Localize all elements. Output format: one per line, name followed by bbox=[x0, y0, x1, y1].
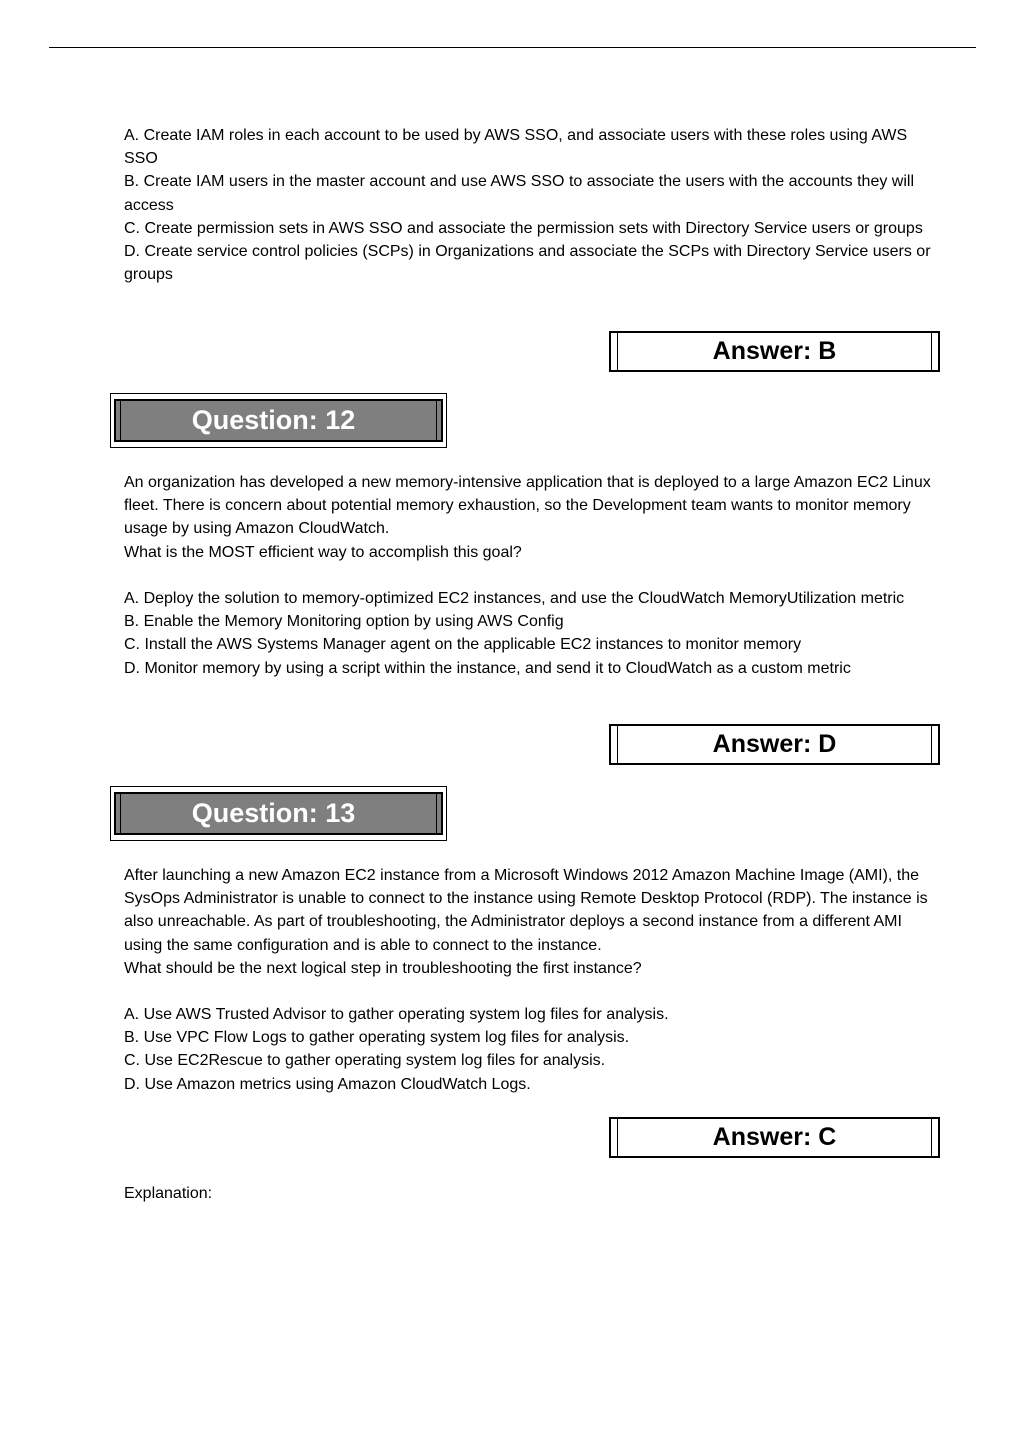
q12-option-c: C. Install the AWS Systems Manager agent on the applicable EC2 instances to monitor memory bbox=[124, 636, 802, 654]
q11-option-b: B. Create IAM users in the master account and use AWS SSO to associate the users with the accounts they will access bbox=[124, 173, 914, 214]
q13-question: What should be the next logical step in troubleshooting the first instance? bbox=[124, 959, 642, 977]
q11-option-c: C. Create permission sets in AWS SSO and associate the permission sets with Directory Service users or groups bbox=[124, 219, 923, 237]
q13-options bbox=[124, 1003, 934, 1096]
q11-options bbox=[124, 124, 934, 286]
q12-title: Question: 12 bbox=[191, 405, 356, 435]
header-rule bbox=[49, 47, 976, 48]
q12-option-b: B. Enable the Memory Monitoring option by using AWS Config bbox=[124, 613, 564, 631]
q13-option-a: A. Use AWS Trusted Advisor to gather operating system log files for analysis. bbox=[124, 1006, 669, 1023]
q13-option-d: D. Use Amazon metrics using Amazon CloudWatch Logs. bbox=[124, 1075, 531, 1093]
q13-option-b: B. Use VPC Flow Logs to gather operating system log files for analysis. bbox=[124, 1029, 630, 1047]
q11-option-a: A. Create IAM roles in each account to be used by AWS SSO, and associate users with these roles using AWS SSO bbox=[124, 127, 908, 168]
q13-body bbox=[124, 864, 934, 980]
q12-answer: Answer: D bbox=[712, 730, 837, 758]
q13-answer-box bbox=[609, 1117, 940, 1158]
q12-option-a: A. Deploy the solution to memory-optimized EC2 instances, and use the CloudWatch MemoryUtilization metric bbox=[124, 590, 905, 607]
q12-header bbox=[110, 393, 447, 448]
q13-option-c: C. Use EC2Rescue to gather operating system log files for analysis. bbox=[124, 1052, 606, 1070]
q13-explanation: Explanation: bbox=[124, 1185, 213, 1202]
q13-header bbox=[110, 786, 447, 841]
q12-stem: An organization has developed a new memory-intensive application that is deployed to a large Amazon EC2 Linux fleet. There is concern about potential memory exhaustion, so the Development team wants to monitor memory usage by using Amazon CloudWatch. bbox=[124, 474, 931, 538]
q13-stem: After launching a new Amazon EC2 instance from a Microsoft Windows 2012 Amazon Machine Image (AMI), the SysOps Administrator is unable to connect to the instance using Remote Desktop Protocol (RDP). The instance is also unreachable. As part of troubleshooting, the Administrator deploys a second instance from a different AMI using the same configuration and is able to connect to the instance. bbox=[124, 867, 928, 954]
q13-answer: Answer: C bbox=[712, 1123, 837, 1151]
q11-answer: Answer: B bbox=[712, 337, 837, 365]
q11-answer-box bbox=[609, 331, 940, 372]
q12-answer-box bbox=[609, 724, 940, 765]
q11-option-d: D. Create service control policies (SCPs) in Organizations and associate the SCPs with Directory Service users or groups bbox=[124, 243, 931, 284]
q12-question: What is the MOST efficient way to accomplish this goal? bbox=[124, 543, 522, 561]
q12-option-d: D. Monitor memory by using a script within the instance, and send it to CloudWatch as a custom metric bbox=[124, 659, 851, 677]
q12-options bbox=[124, 587, 939, 680]
q13-title: Question: 13 bbox=[191, 798, 356, 828]
q12-body bbox=[124, 471, 934, 564]
